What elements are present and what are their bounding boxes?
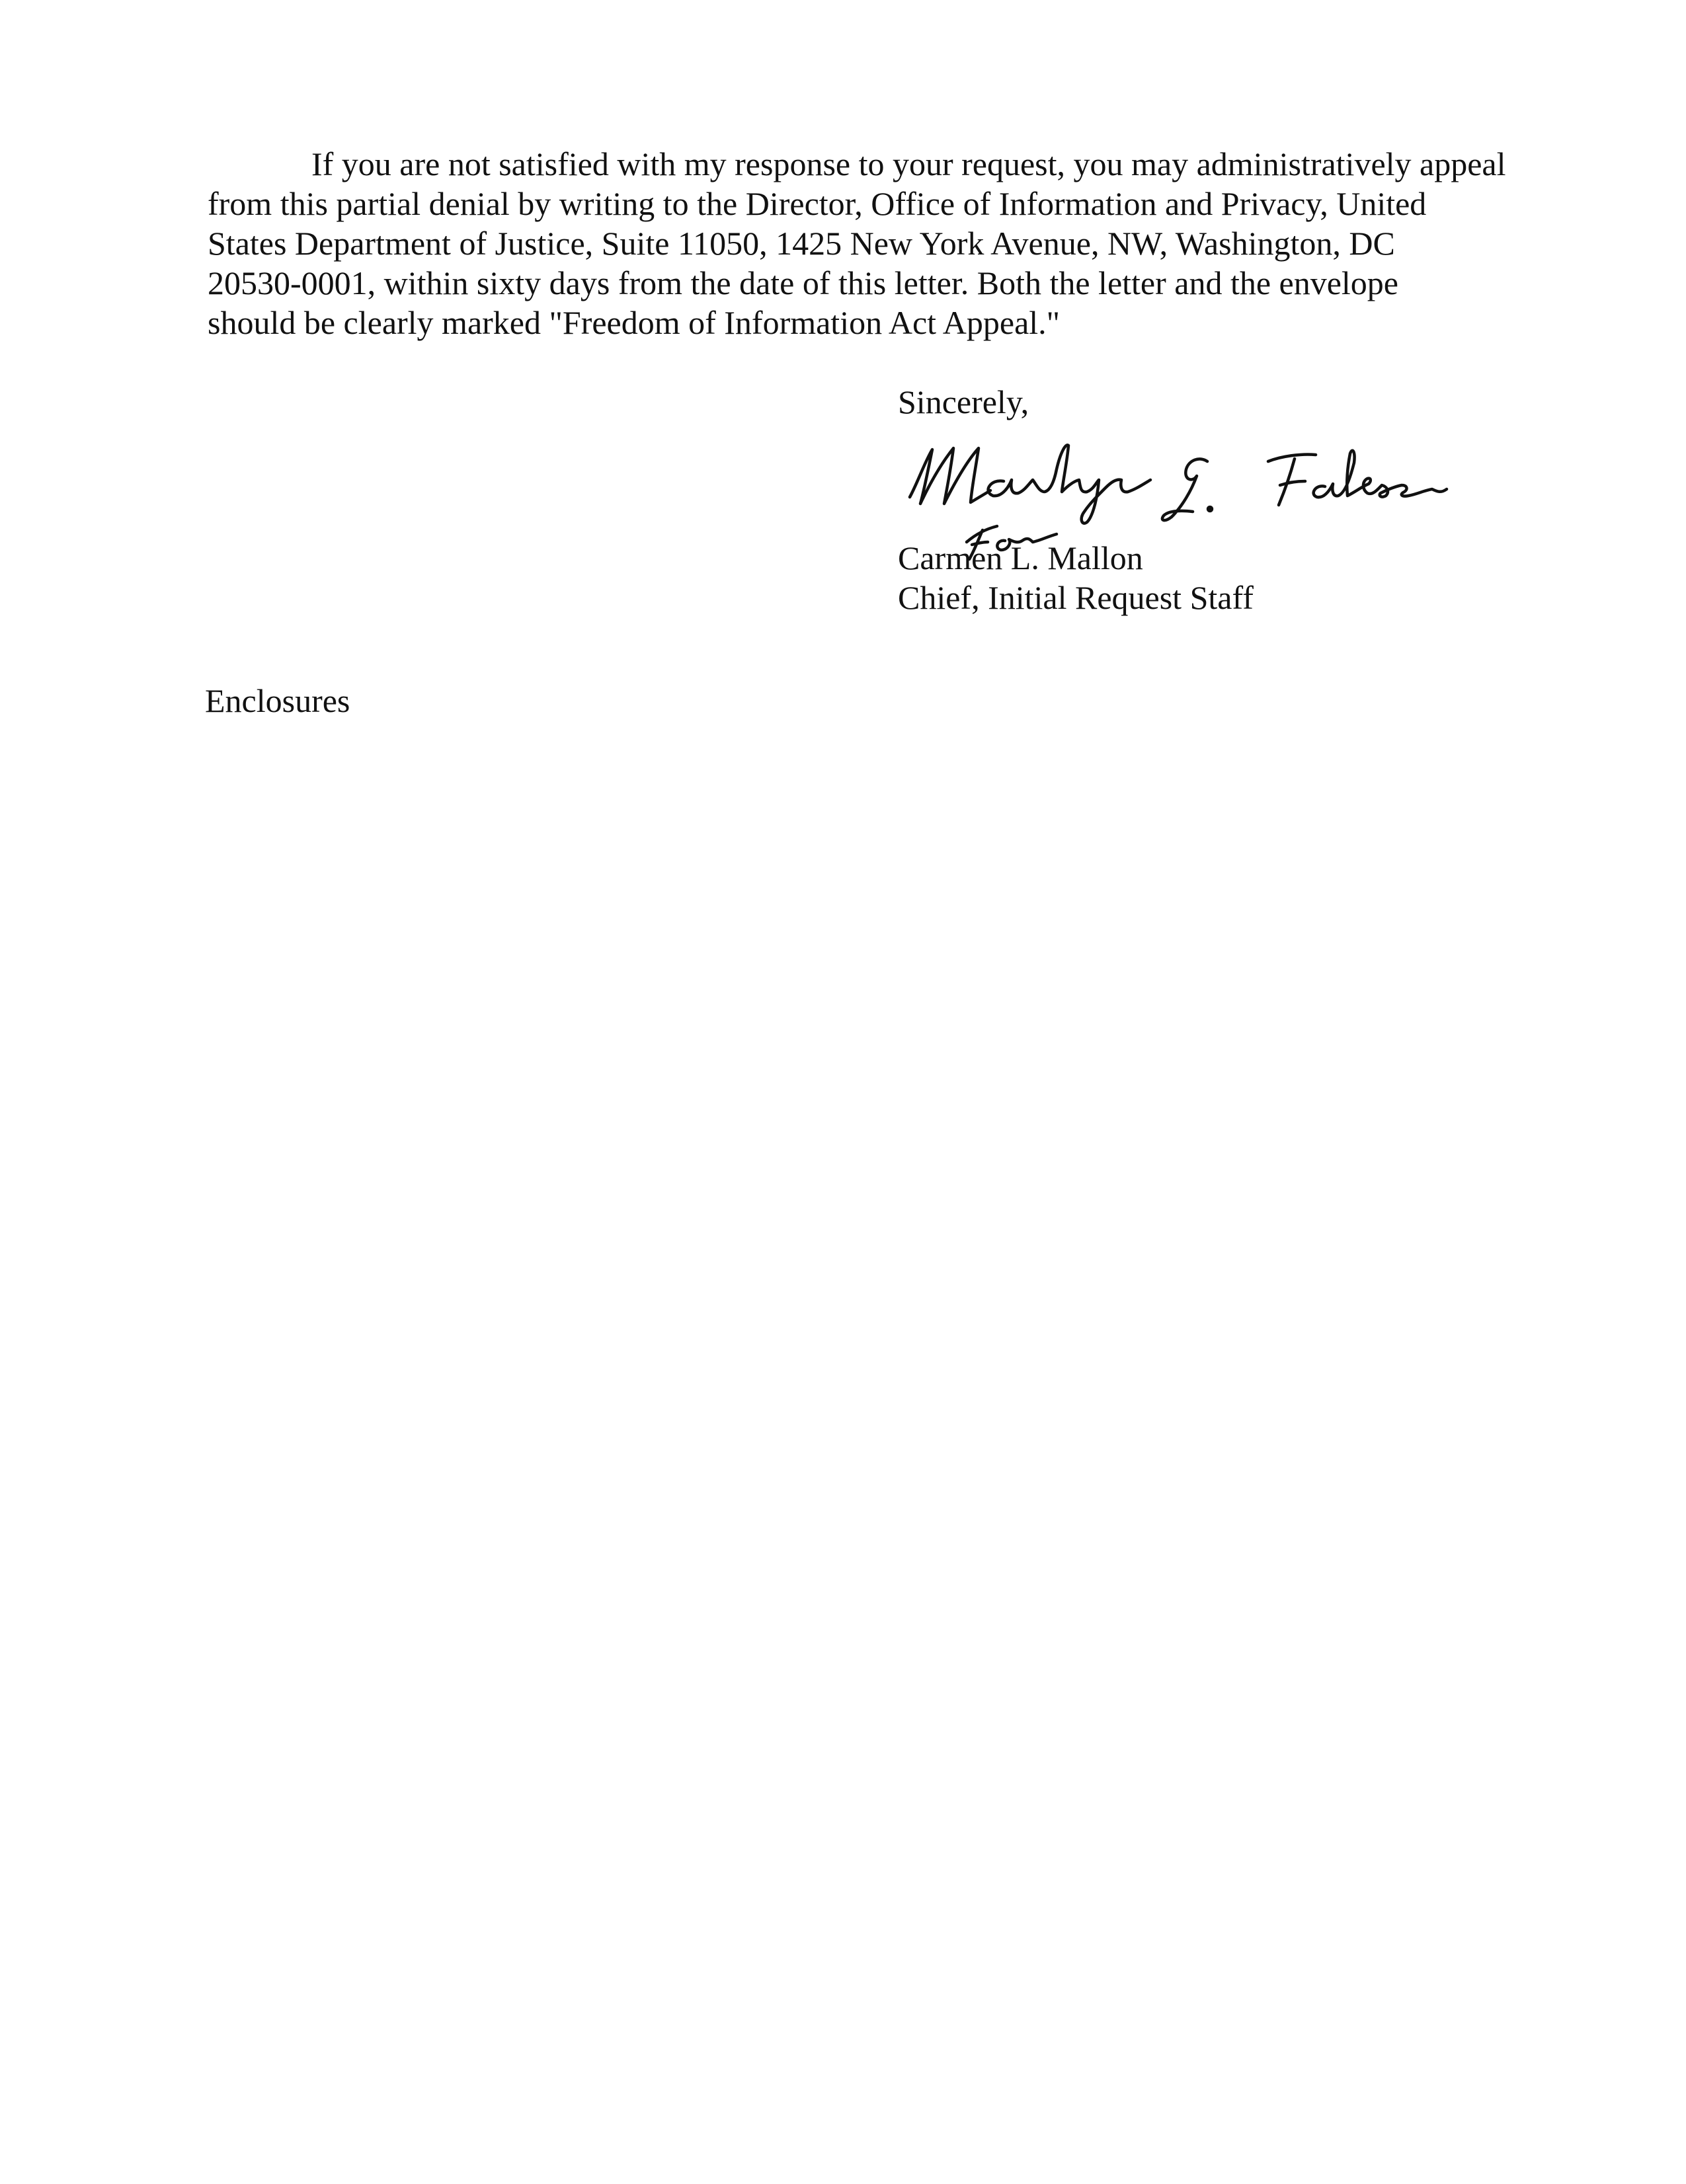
signer-name: Carmen L. Mallon	[898, 539, 1143, 576]
paragraph-line: If you are not satisfied with my response to your request, you may administratively appeal	[311, 145, 1506, 182]
paragraph-line: from this partial denial by writing to the Director, Office of Information and Privacy, United	[208, 185, 1427, 222]
complimentary-closing: Sincerely,	[898, 383, 1029, 420]
signer-block	[898, 538, 1254, 617]
paragraph-line: 20530-0001, within sixty days from the date of this letter. Both the letter and the envelope	[208, 264, 1399, 301]
paragraph-line: should be clearly marked "Freedom of Information Act Appeal."	[208, 304, 1061, 341]
signer-title: Chief, Initial Request Staff	[898, 579, 1254, 616]
enclosures-note: Enclosures	[205, 682, 350, 719]
closing-block	[898, 382, 1029, 422]
paragraph-line: States Department of Justice, Suite 11050, 1425 New York Avenue, NW, Washington, DC	[208, 225, 1395, 262]
appeal-paragraph	[208, 144, 1504, 342]
